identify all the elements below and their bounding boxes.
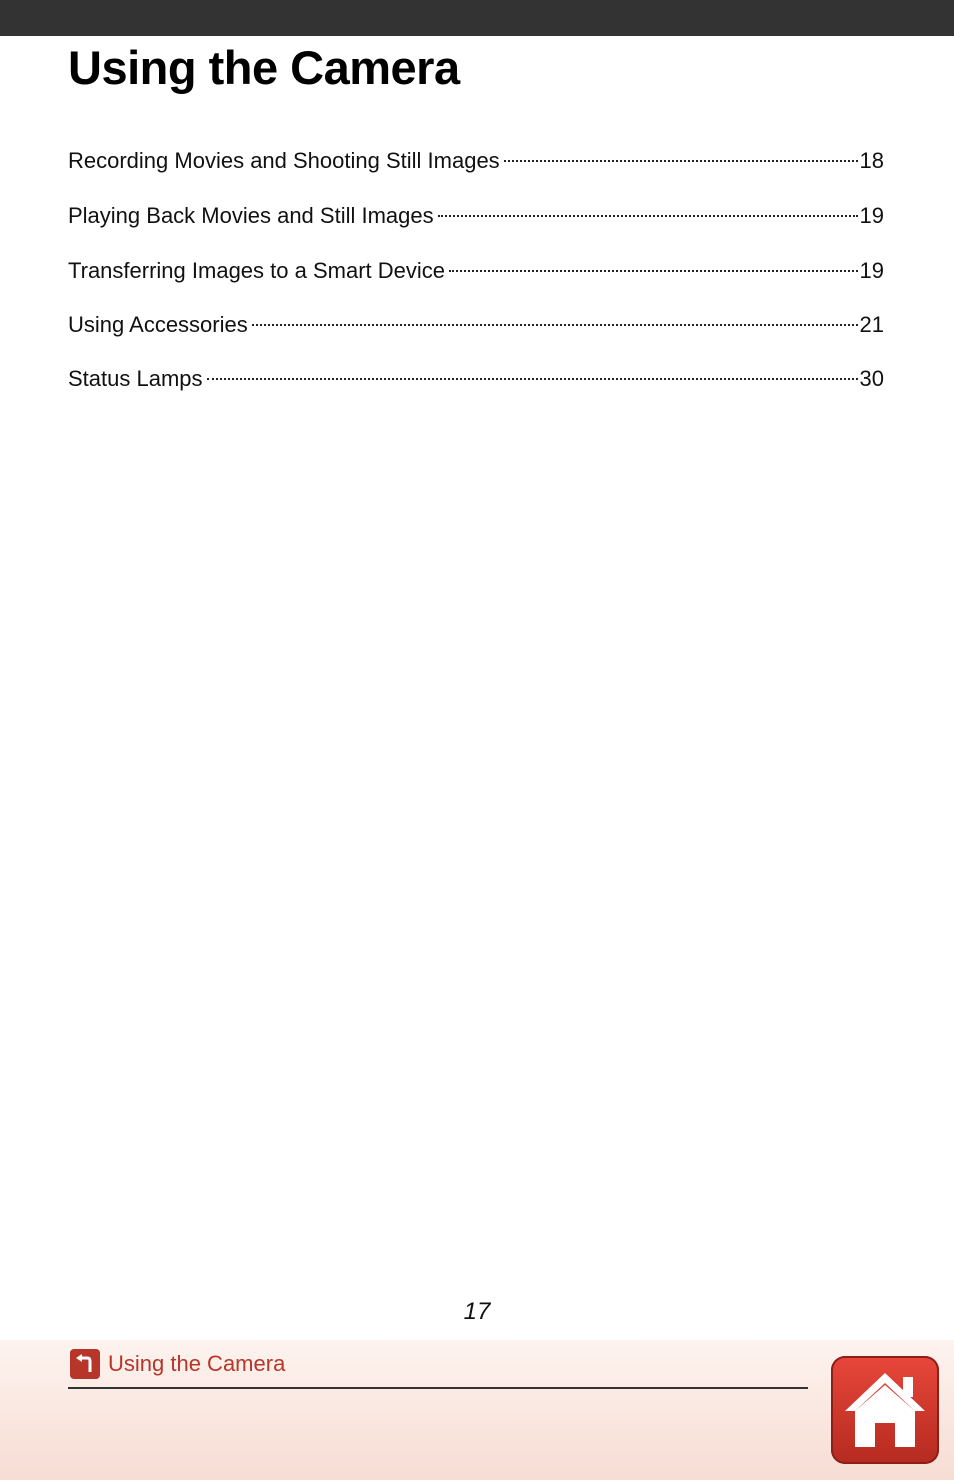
page-title: Using the Camera (68, 41, 460, 94)
toc-item-label: Transferring Images to a Smart Device (68, 258, 445, 283)
toc-leader-dots (252, 302, 858, 326)
footer-divider (68, 1387, 808, 1389)
toc-item-accessories[interactable] (68, 308, 884, 338)
toc-item-page: 30 (859, 366, 884, 391)
back-arrow-icon (70, 1349, 100, 1379)
home-icon (841, 1367, 929, 1453)
page-number: 17 (463, 1298, 491, 1325)
toc-leader-dots (207, 356, 858, 380)
toc-leader-dots (449, 248, 858, 272)
toc-leader-dots (504, 138, 858, 162)
toc-item-page: 21 (859, 312, 884, 337)
toc-item-status-lamps[interactable] (68, 362, 884, 392)
toc-item-recording[interactable] (68, 144, 884, 174)
toc-item-label: Using Accessories (68, 312, 248, 337)
toc-item-transferring[interactable] (68, 254, 884, 284)
toc-item-label: Status Lamps (68, 366, 203, 391)
toc-item-label: Recording Movies and Shooting Still Images (68, 148, 500, 173)
section-link[interactable] (70, 1348, 285, 1380)
toc-item-page: 18 (859, 148, 884, 173)
section-link-label: Using the Camera (108, 1351, 286, 1376)
home-button[interactable] (831, 1356, 939, 1464)
toc-item-page: 19 (859, 258, 884, 283)
toc-item-label: Playing Back Movies and Still Images (68, 203, 434, 228)
top-bar (0, 0, 954, 36)
toc-leader-dots (438, 193, 858, 217)
toc-item-page: 19 (859, 203, 884, 228)
toc-item-playing-back[interactable] (68, 199, 884, 229)
table-of-contents (68, 144, 884, 392)
